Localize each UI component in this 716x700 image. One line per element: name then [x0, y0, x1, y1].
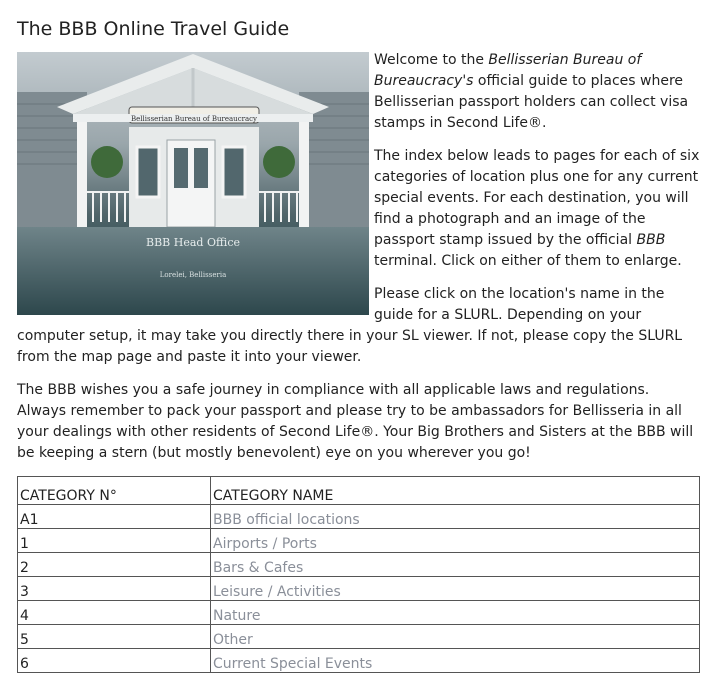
- category-link-bbb-official-locations[interactable]: BBB official locations: [213, 512, 360, 528]
- table-header-row: [18, 477, 700, 505]
- table-row: [18, 505, 700, 529]
- category-number: 3: [18, 577, 211, 601]
- table-row: [18, 625, 700, 649]
- category-link-nature[interactable]: Nature: [213, 608, 261, 624]
- intro-paragraph-2: The index below leads to pages for each of six categories of location plus one for any current special events. For each destination, you will find a photograph and an image of the passport stamp issued by the official BBB terminal. Click on either of them to enlarge.: [374, 148, 700, 269]
- bbb-head-office-photo[interactable]: [17, 52, 369, 315]
- category-link-other[interactable]: Other: [213, 632, 253, 648]
- category-link-bars-cafes[interactable]: Bars & Cafes: [213, 560, 304, 576]
- article-body: [17, 50, 701, 476]
- photo-sign-text: Bellisserian Bureau of Bureaucracy: [130, 115, 258, 123]
- table-row: [18, 529, 700, 553]
- photo-subcaption: Lorelei, Bellisseria: [159, 271, 227, 279]
- category-table: [17, 476, 700, 673]
- category-table-wrapper: [17, 476, 700, 673]
- table-row: [18, 649, 700, 673]
- page-title: The BBB Online Travel Guide: [17, 18, 290, 40]
- category-link-leisure-activities[interactable]: Leisure / Activities: [213, 584, 341, 600]
- category-number: 2: [18, 553, 211, 577]
- category-number: 4: [18, 601, 211, 625]
- table-row: [18, 601, 700, 625]
- table-row: [18, 553, 700, 577]
- intro-paragraph-3: Please click on the location's name in the guide for a SLURL. Depending on your computer setup, it may take you directly there in your SL viewer. If not, please copy the SLURL from the map page and paste it into your viewer.: [17, 286, 683, 365]
- category-number: 5: [18, 625, 211, 649]
- header-category-name: CATEGORY NAME: [211, 477, 700, 505]
- category-number: 6: [18, 649, 211, 673]
- category-link-current-special-events[interactable]: Current Special Events: [213, 656, 373, 672]
- intro-paragraph-1: Welcome to the Bellisserian Bureau of Bureaucracy's official guide to places where Bellisserian passport holders can collect visa stamps in Second Life®.: [374, 52, 689, 131]
- header-category-number: CATEGORY N°: [18, 477, 211, 505]
- category-link-airports-ports[interactable]: Airports / Ports: [213, 536, 317, 552]
- table-row: [18, 577, 700, 601]
- intro-paragraph-4: The BBB wishes you a safe journey in compliance with all applicable laws and regulations. Always remember to pack your passport and please try to be ambassadors for Bellisseria in all your dealings with other residents of Second Life®. Your Big Brothers and Sisters at the BBB will be keeping a stern (but mostly benevolent) eye on you wherever you go!: [17, 382, 694, 461]
- category-number: 1: [18, 529, 211, 553]
- category-number: A1: [18, 505, 211, 529]
- photo-caption: BBB Head Office: [146, 236, 240, 249]
